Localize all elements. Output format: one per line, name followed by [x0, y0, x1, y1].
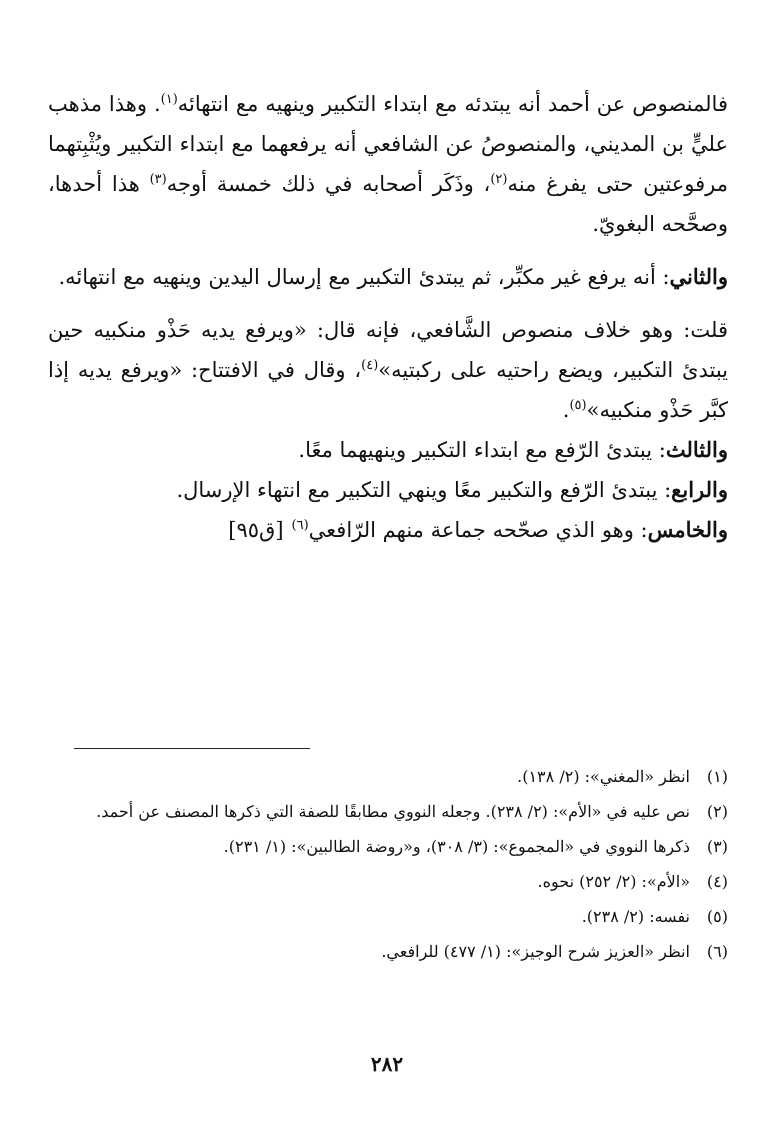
- option-text: : وهو الذي صحّحه جماعة منهم الرّافعي: [308, 518, 648, 542]
- main-text: [48, 84, 728, 550]
- option-label: والرابع: [671, 477, 728, 502]
- option-label: والخامس: [647, 517, 728, 542]
- footnote-number: (١): [706, 767, 728, 786]
- option-text: : يبتدئ الرّفع والتكبير معًا وينهي التكبير مع انتهاء الإرسال.: [176, 478, 672, 502]
- option-label: والثالث: [665, 437, 728, 462]
- paragraph-text: .: [562, 398, 570, 422]
- paragraph-text: . وهذا مذهب عليٍّ بن المديني، والمنصوصُ عن الشافعي أنه يرفعهما مع ابتداء التكبير ويُثْبِتهما مرفوعتين حتى يفرغ منه: [48, 92, 728, 196]
- footnote: [74, 867, 728, 896]
- footnote-number: (٢): [706, 802, 728, 821]
- footnote: [74, 902, 728, 931]
- paragraph-text: هذا أحدها، وصحَّحه البغويّ.: [48, 172, 728, 236]
- footnote-separator: [74, 748, 310, 749]
- footnote-text: انظر «المغني»: (٢/ ١٣٨).: [517, 767, 690, 786]
- footnote: [74, 937, 728, 966]
- footnote-text: «الأم»: (٢/ ٢٥٢) نحوه.: [537, 872, 690, 891]
- footnote-ref[interactable]: (٣): [149, 172, 167, 187]
- option-line-5: [48, 510, 728, 550]
- footnote-text: انظر «العزيز شرح الوجيز»: (١/ ٤٧٧) للرافعي.: [381, 942, 690, 961]
- footnote: [74, 762, 728, 791]
- paragraph-text: ، وذَكَر أصحابه في ذلك خمسة أوجه: [166, 172, 491, 196]
- footnote-number: (٥): [706, 907, 728, 926]
- paragraph-label: والثاني: [669, 264, 728, 289]
- page-number: ٢٨٢: [370, 1052, 404, 1076]
- option-line-4: [48, 470, 728, 510]
- paragraph-3: [48, 310, 728, 430]
- paragraph-1: [48, 84, 728, 244]
- footnote-text: نص عليه في «الأم»: (٢/ ٢٣٨). وجعله النووي مطابقًا للصفة التي ذكرها المصنف عن أحمد.: [96, 802, 690, 821]
- option-line-3: [48, 430, 728, 470]
- footnote-text: ذكرها النووي في «المجموع»: (٣/ ٣٠٨)، و«روضة الطالبين»: (١/ ٢٣١).: [223, 837, 690, 856]
- footnote-number: (٦): [706, 942, 728, 961]
- paragraph-text: ، وقال في الافتتاح: «ويرفع يديه إذا كبَّر حَذْو منكبيه»: [48, 358, 728, 422]
- footnote: [74, 797, 728, 826]
- manuscript-folio-marker: [ق٩٥]: [228, 518, 284, 542]
- paragraph-2: [48, 257, 728, 297]
- paragraph-text: : أنه يرفع غير مكبِّر، ثم يبتدئ التكبير مع إرسال اليدين وينهيه مع انتهائه.: [58, 265, 670, 289]
- footnotes: [74, 762, 728, 972]
- paragraph-text: قلت: وهو خلاف منصوص الشَّافعي، فإنه قال: «ويرفع يديه حَذْو منكبيه حين يبتدئ التكبير، ويضع راحتيه على ركبتيه»: [48, 318, 728, 382]
- footnote-ref[interactable]: (٤): [361, 358, 379, 373]
- footnote-ref[interactable]: (١): [160, 92, 178, 107]
- footnote-text: نفسه: (٢/ ٢٣٨).: [581, 907, 690, 926]
- footnote-ref[interactable]: (٢): [490, 172, 508, 187]
- paragraph-text: فالمنصوص عن أحمد أنه يبتدئه مع ابتداء التكبير وينهيه مع انتهائه: [177, 92, 728, 116]
- footnote-ref[interactable]: (٦): [291, 518, 309, 533]
- option-text: : يبتدئ الرّفع مع ابتداء التكبير وينهيهما معًا.: [298, 438, 666, 462]
- footnote-number: (٤): [706, 872, 728, 891]
- footnote: [74, 832, 728, 861]
- footnote-ref[interactable]: (٥): [569, 398, 587, 413]
- footnote-number: (٣): [706, 837, 728, 856]
